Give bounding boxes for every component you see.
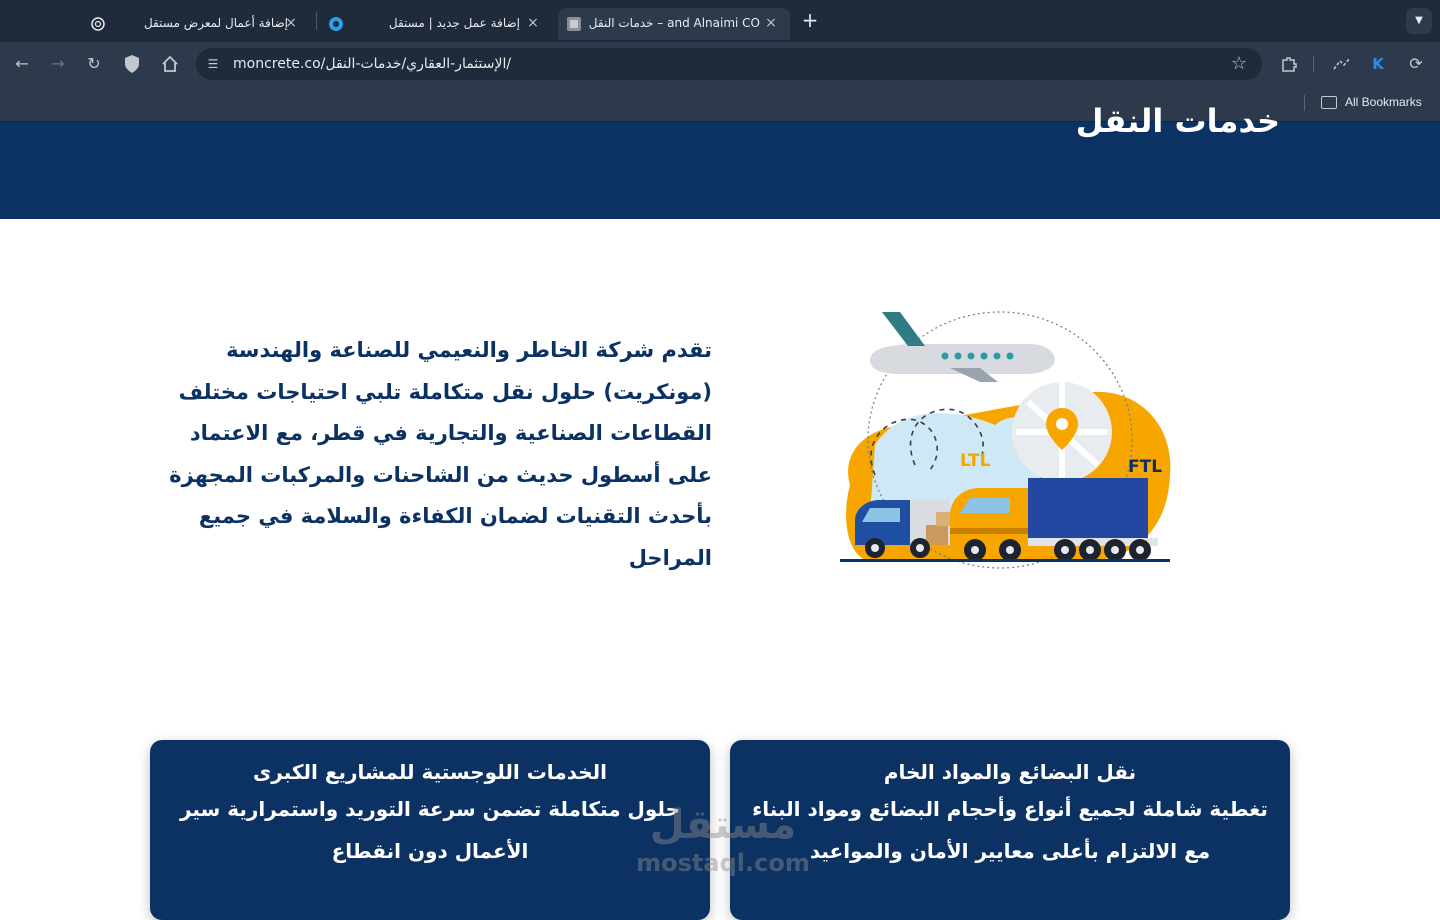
yellow-truck-icon [950, 488, 1030, 550]
ground-line [840, 559, 1170, 562]
url-text: moncrete.co/الإستثمار-العقاري/خدمات-النقل/ [233, 56, 512, 72]
bookmark-star-icon[interactable]: ☆ [1230, 53, 1248, 74]
chatgpt-icon [90, 16, 106, 32]
share-icon [1332, 55, 1352, 73]
browser-toolbar [0, 42, 1440, 86]
profile-k-extension[interactable]: K [1372, 55, 1384, 73]
reload-icon: ↻ [87, 54, 101, 73]
tab-divider [316, 12, 317, 30]
home-button[interactable] [158, 52, 182, 76]
blue-trailer [1028, 478, 1148, 543]
pin-dot [1056, 418, 1068, 430]
refresh-icon: ⟳ [1409, 54, 1423, 73]
site-settings-icon[interactable]: ☰ [207, 57, 219, 71]
card-body: حلول متكاملة تضمن سرعة التوريد واستمرارية سير الأعمال دون انقطاع [179, 797, 681, 863]
toolbar-divider [1313, 56, 1314, 72]
truck-bumper [950, 528, 1030, 534]
reload-button[interactable] [82, 52, 106, 76]
tab-add-portfolio[interactable] [130, 8, 310, 40]
new-tab-button[interactable]: + [801, 8, 819, 32]
back-button[interactable] [10, 52, 34, 76]
intro-paragraph: تقدم شركة الخاطر والنعيمي للصناعة والهندسة (مونكريت) حلول نقل متكاملة تلبي احتياجات مختلف القطاعات الصناعية والتجارية في قطر، مع الاعتماد على أسطول حديث من الشاحنات والمركبات المجهزة بأحدث التقنيات لضمان الكفاءة والسلامة في جميع المراحل [169, 338, 712, 570]
address-bar[interactable] [196, 48, 1262, 80]
service-card-logistics [150, 740, 710, 920]
forward-button[interactable] [46, 52, 70, 76]
arrow-right-icon: → [51, 54, 65, 73]
chevron-down-icon: ▼ [1415, 15, 1423, 26]
bookmarks-divider [1304, 95, 1305, 111]
watermark-latin: mostaql.com [636, 849, 810, 877]
folder-icon [1321, 96, 1337, 109]
shield-extension-button[interactable] [120, 52, 144, 76]
card-body: تغطية شاملة لجميع أنواع وأحجام البضائع ومواد البناء مع الالتزام بأعلى معايير الأمان والمواعيد [752, 797, 1268, 863]
sync-button[interactable] [1404, 52, 1428, 76]
shield-icon [123, 54, 141, 74]
card-title: الخدمات اللوجستية للمشاريع الكبرى [252, 760, 608, 784]
card-title: نقل البضائع والمواد الخام [883, 760, 1137, 784]
tab-title: إضافة أعمال لمعرض مستقل [143, 16, 288, 30]
watermark-arabic: مستقل [649, 802, 797, 848]
ftl-label: FTL [1128, 457, 1163, 477]
tab-title: إضافة عمل جديد | مستقل [388, 16, 520, 30]
transport-illustration [830, 300, 1180, 580]
site-icon [566, 16, 582, 32]
tab-active-transport[interactable] [558, 8, 790, 40]
arrow-left-icon: ← [15, 54, 29, 73]
close-icon[interactable]: × [527, 15, 539, 31]
home-icon [161, 55, 179, 73]
airplane-tail [882, 312, 925, 346]
cargo-box [926, 525, 948, 545]
tab-add-work[interactable] [320, 8, 552, 40]
extensions-button[interactable] [1277, 52, 1301, 76]
page-title: خدمات النقل [1075, 102, 1280, 140]
close-icon[interactable]: × [285, 15, 297, 31]
blue-van-icon [855, 500, 910, 545]
all-bookmarks-link[interactable]: All Bookmarks [1345, 95, 1422, 109]
puzzle-icon [1280, 55, 1298, 73]
tab-title: and Alnaimi CO – خدمات النقل [588, 16, 760, 30]
close-icon[interactable]: × [765, 15, 777, 31]
mostaql-icon [328, 16, 344, 32]
tab-search-button[interactable] [1406, 8, 1432, 34]
mostaql-watermark [628, 800, 818, 885]
ltl-label: LTL [960, 451, 991, 471]
share-extension-button[interactable] [1330, 52, 1354, 76]
tab-chatgpt[interactable] [76, 8, 116, 40]
tab-strip [0, 0, 1440, 42]
